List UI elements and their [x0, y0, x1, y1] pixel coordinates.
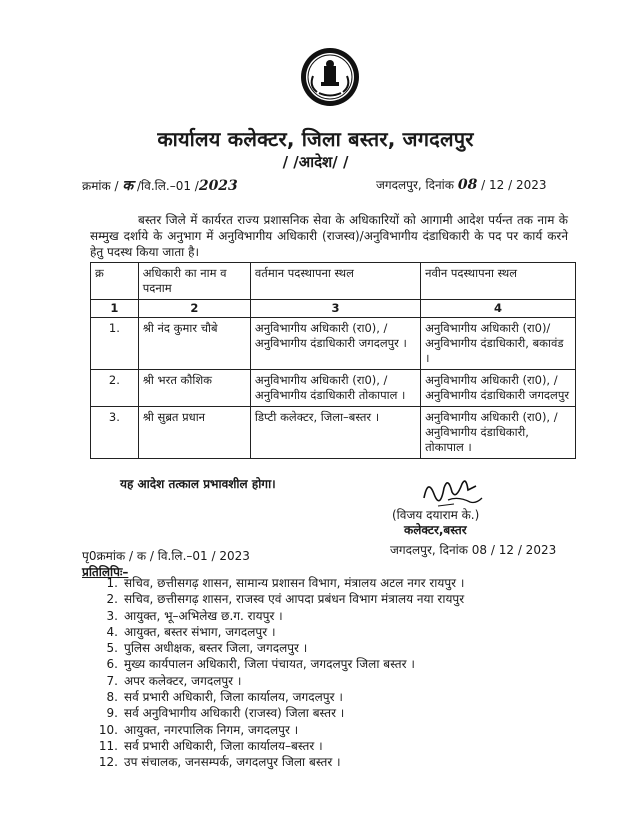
posting-table: [90, 262, 576, 459]
table-row: [91, 407, 576, 459]
list-item: 9. सर्व अनुविभागीय अधिकारी (राजस्व) जिला बस्तर ।: [106, 706, 345, 721]
col-number: 2: [138, 300, 250, 318]
endorsement-ref: पृ0क्रमांक / क / वि.लि.–01 / 2023: [82, 549, 250, 563]
ref-place-date-label: जगदलपुर, दिनांक: [376, 178, 454, 192]
row-name: श्री सुब्रत प्रधान: [138, 407, 250, 459]
header-current: वर्तमान पदस्थापना स्थल: [250, 263, 420, 300]
table-number-row: [91, 300, 576, 318]
list-item: 5. पुलिस अधीक्षक, बस्तर जिला, जगदलपुर ।: [106, 641, 308, 656]
signatory-designation: कलेक्टर,बस्तर: [404, 523, 467, 537]
row-new: अनुविभागीय अधिकारी (रा0), /अनुविभागीय दंडाधिकारी, तोकापाल ।: [421, 407, 576, 459]
order-body: [90, 212, 568, 260]
row-sn: 1.: [91, 318, 139, 370]
row-new: अनुविभागीय अधिकारी (रा0), /अनुविभागीय दंडाधिकारी जगदलपुर: [421, 370, 576, 407]
col-number: 4: [421, 300, 576, 318]
list-item: 7. अपर कलेक्टर, जगदलपुर ।: [106, 673, 242, 688]
list-item: 2. सचिव, छत्तीसगढ़ शासन, राजस्व एवं आपदा प्रबंधन विभाग मंत्रालय नया रायपुर: [106, 592, 465, 607]
order-date: [376, 176, 546, 193]
row-current: अनुविभागीय अधिकारी (रा0), /अनुविभागीय दंडाधिकारी जगदलपुर ।: [250, 318, 420, 370]
row-new: अनुविभागीय अधिकारी (रा0)/अनुविभागीय दंडाधिकारी, बकावंड ।: [421, 318, 576, 370]
header-new: नवीन पदस्थापना स्थल: [421, 263, 576, 300]
order-body-text: बस्तर जिले में कार्यरत राज्य प्रशासनिक सेवा के अधिकारियों को आगामी आदेश पर्यन्त तक नाम के सम्मुख दर्शाये के अनुभाग में अनुविभागीय अधिकारी (राजस्व)/अनुविभागीय दंडाधिकारी के पद पर कार्य करने हेतु पदस्थ किया जाता है।: [90, 213, 568, 259]
list-item: 6. मुख्य कार्यपालन अधिकारी, जिला पंचायत, जगदलपुर जिला बस्तर ।: [106, 657, 415, 672]
col-number: 1: [91, 300, 139, 318]
row-sn: 3.: [91, 407, 139, 459]
list-item: 12. उप संचालक, जनसम्पर्क, जगदलपुर जिला बस्तर ।: [98, 755, 341, 770]
list-item: 4. आयुक्त, बस्तर संभाग, जगदलपुर ।: [106, 624, 276, 639]
order-label: / /आदेश/ /: [282, 153, 349, 171]
ref-date-day: 08: [457, 177, 478, 193]
header-name: अधिकारी का नाम व पदनाम: [138, 263, 250, 300]
office-title: कार्यालय कलेक्टर, जिला बस्तर, जगदलपुर: [157, 127, 474, 151]
ref-prefix: क्रमांक /: [82, 179, 119, 193]
ref-date-rest: / 12 / 2023: [481, 178, 547, 192]
list-item: 8. सर्व प्रभारी अधिकारी, जिला कार्यालय, जगदलपुर ।: [106, 690, 343, 705]
table-row: [91, 318, 576, 370]
state-emblem-icon: [299, 46, 361, 108]
ref-hand-year: 2023: [198, 178, 238, 194]
copy-heading: प्रतिलिपिः–: [82, 565, 129, 579]
list-item: 11. सर्व प्रभारी अधिकारी, जिला कार्यालय–बस्तर ।: [98, 738, 323, 753]
row-current: डिप्टी कलेक्टर, जिला–बस्तर ।: [250, 407, 420, 459]
signatory-name: (विजय दयाराम के.): [392, 508, 480, 522]
col-number: 3: [250, 300, 420, 318]
row-name: श्री भरत कौशिक: [138, 370, 250, 407]
row-sn: 2.: [91, 370, 139, 407]
list-item: 10. आयुक्त, नगरपालिक निगम, जगदलपुर ।: [98, 722, 299, 737]
ref-hand-no: क: [122, 178, 134, 194]
copy-list: [92, 575, 464, 771]
row-current: अनुविभागीय अधिकारी (रा0), /अनुविभागीय दंडाधिकारी तोकापाल ।: [250, 370, 420, 407]
list-item: 1. सचिव, छत्तीसगढ़ शासन, सामान्य प्रशासन विभाग, मंत्रालय अटल नगर रायपुर ।: [106, 576, 465, 590]
endorsement-date: जगदलपुर, दिनांक 08 / 12 / 2023: [390, 543, 557, 557]
row-name: श्री नंद कुमार चौबे: [138, 318, 250, 370]
order-reference: [82, 176, 238, 195]
ref-mid: /वि.लि.–01 /: [137, 179, 199, 193]
header-sn: क्र: [91, 263, 139, 300]
table-row: [91, 370, 576, 407]
table-header-row: [91, 263, 576, 300]
effect-line: यह आदेश तत्काल प्रभावशील होगा।: [120, 477, 276, 491]
list-item: 3. आयुक्त, भू–अभिलेख छ.ग. रायपुर ।: [106, 608, 283, 623]
